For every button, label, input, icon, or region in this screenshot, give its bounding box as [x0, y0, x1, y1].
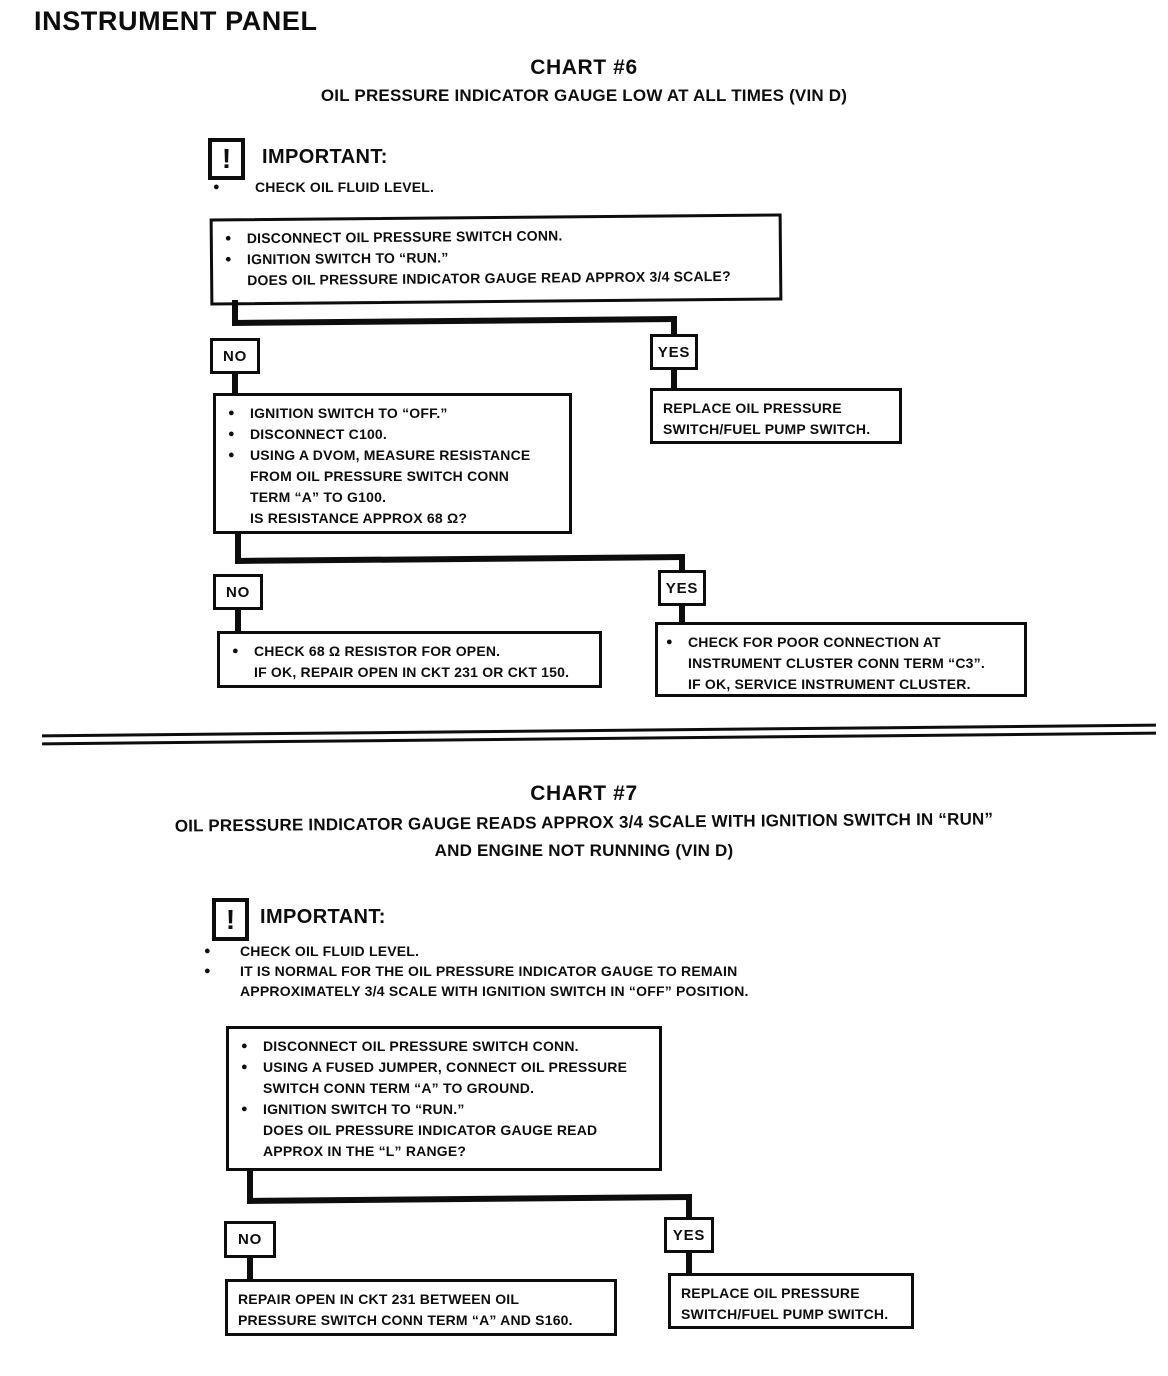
list-item — [228, 403, 563, 424]
bullet-icon — [204, 961, 240, 981]
chart6-important-list — [213, 177, 434, 197]
bullet-icon — [241, 1057, 263, 1078]
list-item — [238, 1289, 608, 1310]
text-line: IGNITION SWITCH TO “RUN.” — [263, 1101, 465, 1117]
text-line: SWITCH/FUEL PUMP SWITCH. — [663, 421, 871, 437]
text-line: DISCONNECT OIL PRESSURE SWITCH CONN. — [246, 227, 563, 247]
text-line: FROM OIL PRESSURE SWITCH CONN — [250, 468, 510, 484]
text-line: IT IS NORMAL FOR THE OIL PRESSURE INDICATOR GAUGE TO REMAIN — [240, 963, 738, 979]
text-line: IS RESISTANCE APPROX 68 Ω? — [250, 510, 468, 526]
text-line: REPLACE OIL PRESSURE — [663, 400, 842, 416]
list-item — [204, 961, 749, 981]
section-divider — [42, 724, 1156, 746]
chart7-subtitle-line1: OIL PRESSURE INDICATOR GAUGE READS APPROX 3/4 SCALE WITH IGNITION SWITCH IN “RUN” — [174, 809, 994, 836]
chart7-subtitle-line2: AND ENGINE NOT RUNNING (VIN D) — [434, 841, 734, 860]
list-item — [666, 674, 1018, 695]
text-line: REPLACE OIL PRESSURE — [681, 1285, 860, 1301]
bullet-icon — [225, 249, 247, 270]
connector-line — [235, 610, 241, 633]
chart6-important-label: IMPORTANT: — [262, 146, 388, 168]
text-line: IF OK, SERVICE INSTRUMENT CLUSTER. — [688, 676, 971, 692]
text-line: DISCONNECT OIL PRESSURE SWITCH CONN. — [263, 1038, 579, 1054]
chart7-important-label: IMPORTANT: — [260, 906, 386, 928]
page-title: INSTRUMENT PANEL — [34, 6, 318, 36]
text-line: DOES OIL PRESSURE INDICATOR GAUGE READ — [263, 1122, 598, 1138]
list-item — [204, 941, 749, 961]
chart7-title: CHART #7 — [530, 782, 638, 805]
text-line: CHECK OIL FLUID LEVEL. — [255, 179, 435, 195]
text-line: CHECK 68 Ω RESISTOR FOR OPEN. — [254, 643, 501, 659]
text-line: USING A DVOM, MEASURE RESISTANCE — [250, 447, 531, 463]
list-item — [228, 466, 563, 487]
bullet-icon — [213, 177, 255, 197]
bullet-icon — [228, 424, 250, 445]
text-line: APPROXIMATELY 3/4 SCALE WITH IGNITION SWITCH IN “OFF” POSITION. — [240, 983, 749, 999]
text-line: CHECK FOR POOR CONNECTION AT — [688, 634, 941, 650]
chart7-yes-tag: YES — [664, 1217, 714, 1253]
list-item — [681, 1283, 905, 1304]
connector-line — [247, 1194, 692, 1204]
list-item — [213, 177, 434, 197]
text-line: TERM “A” TO G100. — [250, 489, 387, 505]
exclamation-glyph: ! — [225, 903, 236, 935]
list-item — [228, 445, 563, 466]
list-item — [228, 424, 563, 445]
text-line: SWITCH CONN TERM “A” TO GROUND. — [263, 1080, 535, 1096]
list-item — [241, 1141, 653, 1162]
bullet-icon — [228, 445, 250, 466]
bullet-icon — [241, 1036, 263, 1057]
text-line: IGNITION SWITCH TO “RUN.” — [246, 249, 449, 268]
bullet-icon — [241, 1099, 263, 1120]
chart6-no1-tag: NO — [210, 338, 260, 374]
connector-line — [235, 554, 685, 564]
list-item — [241, 1036, 653, 1057]
bullet-icon — [228, 403, 250, 424]
text-line: REPAIR OPEN IN CKT 231 BETWEEN OIL — [238, 1291, 520, 1307]
list-item — [241, 1057, 653, 1078]
list-item — [663, 398, 893, 419]
list-item — [232, 641, 593, 662]
text-line: PRESSURE SWITCH CONN TERM “A” AND S160. — [238, 1312, 573, 1328]
chart7-question-box — [226, 1026, 662, 1171]
bullet-icon — [225, 228, 247, 249]
chart6-title: CHART #6 — [530, 56, 638, 79]
important-icon — [208, 138, 245, 180]
text-line: DISCONNECT C100. — [250, 426, 388, 442]
chart6-no2-result-box — [217, 631, 602, 688]
chart6-question2-box — [213, 393, 572, 534]
text-line: INSTRUMENT CLUSTER CONN TERM “C3”. — [688, 655, 985, 671]
list-item — [241, 1120, 653, 1141]
chart7-no-tag: NO — [224, 1221, 276, 1258]
chart6-yes1-result-box — [650, 388, 902, 444]
list-item — [228, 508, 563, 529]
list-item — [663, 419, 893, 440]
connector-line — [686, 1196, 692, 1219]
list-item — [681, 1304, 905, 1325]
chart6-subtitle: OIL PRESSURE INDICATOR GAUGE LOW AT ALL TIMES (VIN D) — [320, 86, 848, 105]
list-item — [241, 1099, 653, 1120]
text-line: CHECK OIL FLUID LEVEL. — [240, 943, 420, 959]
chart6-yes2-tag: YES — [658, 570, 706, 606]
list-item — [228, 487, 563, 508]
list-item — [666, 653, 1018, 674]
text-line: DOES OIL PRESSURE INDICATOR GAUGE READ APPROX 3/4 SCALE? — [247, 267, 731, 289]
list-item — [238, 1310, 608, 1331]
chart6-yes2-result-box — [655, 622, 1027, 697]
chart6-yes1-tag: YES — [650, 334, 698, 370]
list-item — [225, 266, 773, 292]
connector-line — [232, 316, 677, 326]
list-item — [204, 981, 749, 1001]
text-line: SWITCH/FUEL PUMP SWITCH. — [681, 1306, 889, 1322]
text-line: USING A FUSED JUMPER, CONNECT OIL PRESSURE — [263, 1059, 628, 1075]
text-line: IF OK, REPAIR OPEN IN CKT 231 OR CKT 150. — [254, 664, 570, 680]
text-line: APPROX IN THE “L” RANGE? — [263, 1143, 467, 1159]
list-item — [666, 632, 1018, 653]
connector-line — [686, 1253, 692, 1275]
chart7-no-result-box — [225, 1279, 617, 1336]
list-item — [232, 662, 593, 683]
chart6-no2-tag: NO — [213, 574, 263, 610]
chart7-important-list — [204, 941, 749, 1001]
bullet-icon — [666, 632, 688, 653]
chart7-yes-result-box — [668, 1273, 914, 1329]
bullet-icon — [204, 941, 240, 961]
important-icon — [212, 898, 249, 941]
connector-line — [247, 1258, 253, 1281]
exclamation-glyph: ! — [221, 143, 232, 174]
list-item — [241, 1078, 653, 1099]
connector-line — [232, 374, 238, 395]
connector-line — [671, 370, 677, 390]
text-line: IGNITION SWITCH TO “OFF.” — [250, 405, 448, 421]
chart6-question1-box — [210, 214, 783, 306]
bullet-icon — [232, 641, 254, 662]
